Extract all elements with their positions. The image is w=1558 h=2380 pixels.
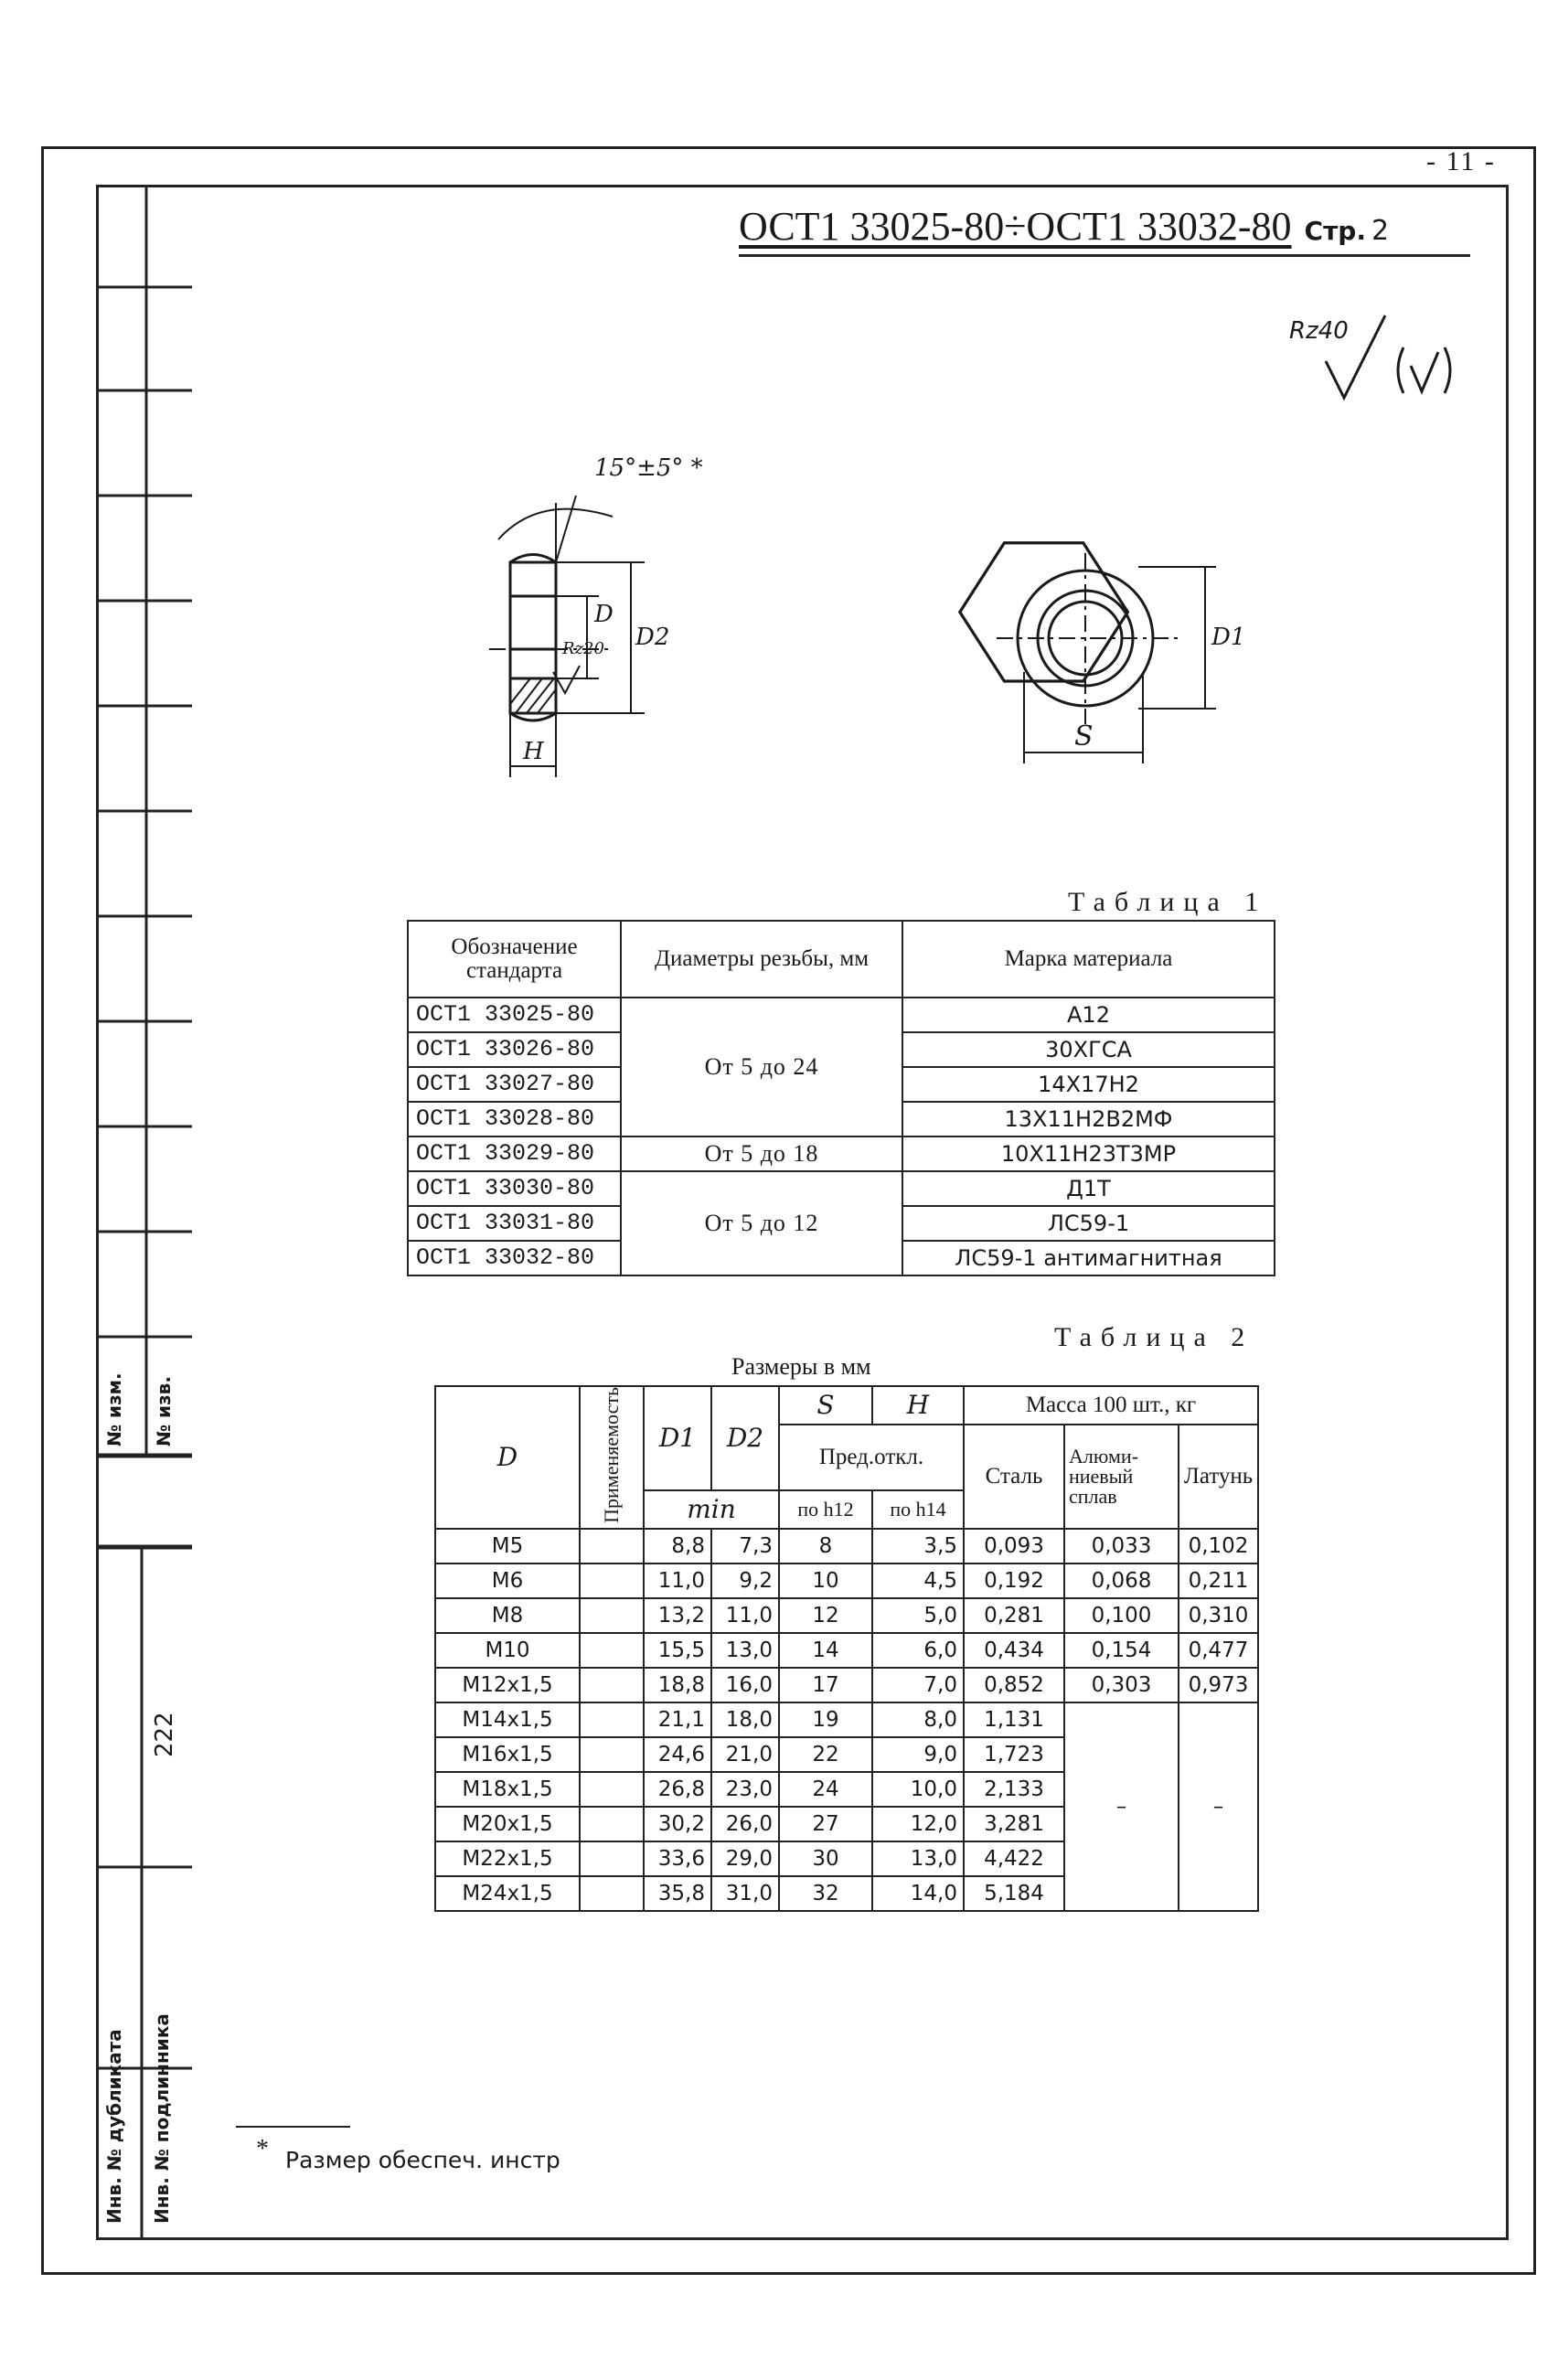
size-cell: М6	[435, 1564, 580, 1598]
material-cell: 10Х11Н23Т3МР	[902, 1137, 1275, 1171]
header-brass: Латунь	[1179, 1425, 1258, 1529]
material-cell: 13Х11Н2В2МФ	[902, 1102, 1275, 1137]
table-row	[435, 1633, 1258, 1668]
header-h-tolerance: по h14	[872, 1490, 964, 1529]
s-cell: 27	[779, 1807, 872, 1841]
s-cell: 32	[779, 1876, 872, 1911]
dim-d1-label: D1	[1211, 624, 1246, 651]
standard-cell: ОСТ1 33028-80	[408, 1102, 621, 1137]
d1-cell: 33,6	[644, 1841, 711, 1876]
steel-mass-cell: 0,281	[964, 1598, 1064, 1633]
size-cell: М12х1,5	[435, 1668, 580, 1702]
applicability-cell	[580, 1737, 644, 1772]
standard-cell: ОСТ1 33029-80	[408, 1137, 621, 1171]
s-cell: 14	[779, 1633, 872, 1668]
table1-header-material: Марка материала	[902, 921, 1275, 998]
table2	[434, 1385, 1259, 1912]
d2-cell: 13,0	[711, 1633, 779, 1668]
h-cell: 6,0	[872, 1633, 964, 1668]
s-cell: 24	[779, 1772, 872, 1807]
dim-h-label: H	[523, 738, 544, 765]
standard-designation: ОСТ1 33025-80÷ОСТ1 33032-80	[739, 204, 1292, 249]
diameter-cell: От 5 до 12	[621, 1171, 902, 1275]
roughness-main-label: Rz40	[1289, 317, 1349, 345]
nut-drawing	[485, 439, 1289, 805]
header-s: S	[779, 1386, 872, 1425]
diameter-cell: От 5 до 24	[621, 998, 902, 1137]
d2-cell: 29,0	[711, 1841, 779, 1876]
steel-mass-cell: 4,422	[964, 1841, 1064, 1876]
aluminum-mass-cell: 0,068	[1064, 1564, 1179, 1598]
dim-d-label: D	[594, 601, 614, 628]
local-roughness-label: Rz20	[562, 639, 604, 658]
header-h: H	[872, 1386, 964, 1425]
size-cell: М14х1,5	[435, 1702, 580, 1737]
page-label: Стр.	[1304, 216, 1366, 246]
s-cell: 12	[779, 1598, 872, 1633]
h-cell: 8,0	[872, 1702, 964, 1737]
header-applicability	[580, 1386, 644, 1529]
d2-cell: 11,0	[711, 1598, 779, 1633]
header-d: D	[435, 1386, 580, 1529]
table1	[407, 920, 1275, 1276]
steel-mass-cell: 5,184	[964, 1876, 1064, 1911]
steel-mass-cell: 2,133	[964, 1772, 1064, 1807]
table1-header-standard: Обозначение стандарта	[408, 921, 621, 998]
sidebar-number: 222	[151, 1712, 178, 1757]
header-d2: D2	[711, 1386, 779, 1490]
diameter-cell: От 5 до 18	[621, 1137, 902, 1171]
header-steel: Сталь	[964, 1425, 1064, 1529]
h-cell: 13,0	[872, 1841, 964, 1876]
table-row	[408, 1171, 1275, 1206]
h-cell: 5,0	[872, 1598, 964, 1633]
s-cell: 17	[779, 1668, 872, 1702]
footnote-text: Размер обеспеч. инстр	[285, 2147, 560, 2173]
dim-s-label: S	[1074, 720, 1094, 752]
d1-cell: 35,8	[644, 1876, 711, 1911]
d2-cell: 9,2	[711, 1564, 779, 1598]
s-cell: 10	[779, 1564, 872, 1598]
standard-cell: ОСТ1 33031-80	[408, 1206, 621, 1241]
d2-cell: 7,3	[711, 1529, 779, 1564]
material-cell: Д1Т	[902, 1171, 1275, 1206]
size-cell: М24х1,5	[435, 1876, 580, 1911]
sidebar-title-block	[96, 185, 192, 2240]
page-title	[739, 203, 1389, 250]
h-cell: 14,0	[872, 1876, 964, 1911]
s-cell: 30	[779, 1841, 872, 1876]
brass-mass-cell: 0,211	[1179, 1564, 1258, 1598]
header-d1: D1	[644, 1386, 711, 1490]
header-s-tolerance: по h12	[779, 1490, 872, 1529]
notice-number-label: № изв.	[153, 1376, 175, 1446]
table-row	[435, 1598, 1258, 1633]
steel-mass-cell: 1,723	[964, 1737, 1064, 1772]
size-cell: М8	[435, 1598, 580, 1633]
d2-cell: 16,0	[711, 1668, 779, 1702]
table-row	[435, 1702, 1258, 1737]
aluminum-mass-cell: 0,100	[1064, 1598, 1179, 1633]
table2-caption: Таблица 2	[1054, 1322, 1254, 1352]
applicability-cell	[580, 1807, 644, 1841]
page-number: - 11 -	[1426, 146, 1496, 176]
d2-cell: 31,0	[711, 1876, 779, 1911]
header-mass: Масса 100 шт., кг	[964, 1386, 1258, 1425]
size-cell: М16х1,5	[435, 1737, 580, 1772]
d1-cell: 11,0	[644, 1564, 711, 1598]
material-cell: 30ХГСА	[902, 1032, 1275, 1067]
applicability-cell	[580, 1598, 644, 1633]
table-row	[435, 1529, 1258, 1564]
d2-cell: 21,0	[711, 1737, 779, 1772]
sheet-number: 2	[1371, 215, 1390, 247]
footnote-mark: *	[256, 2135, 269, 2163]
aluminum-dash-cell: –	[1064, 1702, 1179, 1911]
sidebar-grid	[96, 185, 192, 2240]
size-cell: М18х1,5	[435, 1772, 580, 1807]
size-cell: М10	[435, 1633, 580, 1668]
header-aluminum: Алюми-ниевый сплав	[1064, 1425, 1179, 1529]
d1-cell: 18,8	[644, 1668, 711, 1702]
d1-cell: 8,8	[644, 1529, 711, 1564]
applicability-cell	[580, 1633, 644, 1668]
size-cell: М22х1,5	[435, 1841, 580, 1876]
material-cell: ЛС59-1	[902, 1206, 1275, 1241]
table-row	[435, 1564, 1258, 1598]
standard-cell: ОСТ1 33030-80	[408, 1171, 621, 1206]
d1-cell: 15,5	[644, 1633, 711, 1668]
h-cell: 7,0	[872, 1668, 964, 1702]
steel-mass-cell: 0,434	[964, 1633, 1064, 1668]
size-cell: М5	[435, 1529, 580, 1564]
header-min: min	[644, 1490, 779, 1529]
steel-mass-cell: 1,131	[964, 1702, 1064, 1737]
brass-mass-cell: 0,102	[1179, 1529, 1258, 1564]
applicability-cell	[580, 1529, 644, 1564]
d1-cell: 13,2	[644, 1598, 711, 1633]
standard-cell: ОСТ1 33032-80	[408, 1241, 621, 1275]
aluminum-mass-cell: 0,303	[1064, 1668, 1179, 1702]
brass-mass-cell: 0,973	[1179, 1668, 1258, 1702]
size-cell: М20х1,5	[435, 1807, 580, 1841]
table-row	[435, 1668, 1258, 1702]
steel-mass-cell: 0,192	[964, 1564, 1064, 1598]
aluminum-mass-cell: 0,033	[1064, 1529, 1179, 1564]
s-cell: 8	[779, 1529, 872, 1564]
units-label: Размеры в мм	[731, 1353, 871, 1380]
brass-dash-cell: –	[1179, 1702, 1258, 1911]
applicability-cell	[580, 1564, 644, 1598]
angle-label: 15°±5° *	[594, 454, 703, 482]
d2-cell: 23,0	[711, 1772, 779, 1807]
brass-mass-cell: 0,310	[1179, 1598, 1258, 1633]
table1-header-diameter: Диаметры резьбы, мм	[621, 921, 902, 998]
s-cell: 22	[779, 1737, 872, 1772]
h-cell: 12,0	[872, 1807, 964, 1841]
header-tolerance: Пред.откл.	[779, 1425, 964, 1490]
applicability-cell	[580, 1841, 644, 1876]
dim-d2-label: D2	[635, 624, 670, 651]
original-inventory-label: Инв. № подлинника	[151, 2013, 173, 2224]
d2-cell: 26,0	[711, 1807, 779, 1841]
standard-cell: ОСТ1 33025-80	[408, 998, 621, 1032]
steel-mass-cell: 0,852	[964, 1668, 1064, 1702]
h-cell: 9,0	[872, 1737, 964, 1772]
standard-cell: ОСТ1 33026-80	[408, 1032, 621, 1067]
steel-mass-cell: 3,281	[964, 1807, 1064, 1841]
aluminum-mass-cell: 0,154	[1064, 1633, 1179, 1668]
applicability-cell	[580, 1668, 644, 1702]
h-cell: 4,5	[872, 1564, 964, 1598]
table1-caption: Таблица 1	[1068, 887, 1268, 917]
roughness-symbol	[1275, 311, 1458, 402]
d1-cell: 24,6	[644, 1737, 711, 1772]
s-cell: 19	[779, 1702, 872, 1737]
table-row	[408, 1137, 1275, 1171]
table-row	[408, 998, 1275, 1032]
material-cell: 14Х17Н2	[902, 1067, 1275, 1102]
standard-cell: ОСТ1 33027-80	[408, 1067, 621, 1102]
d1-cell: 21,1	[644, 1702, 711, 1737]
d1-cell: 30,2	[644, 1807, 711, 1841]
table1-header-row	[408, 921, 1275, 998]
brass-mass-cell: 0,477	[1179, 1633, 1258, 1668]
d2-cell: 18,0	[711, 1702, 779, 1737]
duplicate-inventory-label: Инв. № дубликата	[103, 2029, 125, 2224]
header-rule	[739, 254, 1470, 257]
applicability-cell	[580, 1702, 644, 1737]
rev-number-label: № изм.	[103, 1372, 125, 1446]
applicability-label: Применяемость	[600, 1387, 623, 1523]
h-cell: 3,5	[872, 1529, 964, 1564]
footnote-rule	[236, 2126, 350, 2128]
d1-cell: 26,8	[644, 1772, 711, 1807]
applicability-cell	[580, 1876, 644, 1911]
material-cell: ЛС59-1 антимагнитная	[902, 1241, 1275, 1275]
h-cell: 10,0	[872, 1772, 964, 1807]
material-cell: А12	[902, 998, 1275, 1032]
applicability-cell	[580, 1772, 644, 1807]
steel-mass-cell: 0,093	[964, 1529, 1064, 1564]
